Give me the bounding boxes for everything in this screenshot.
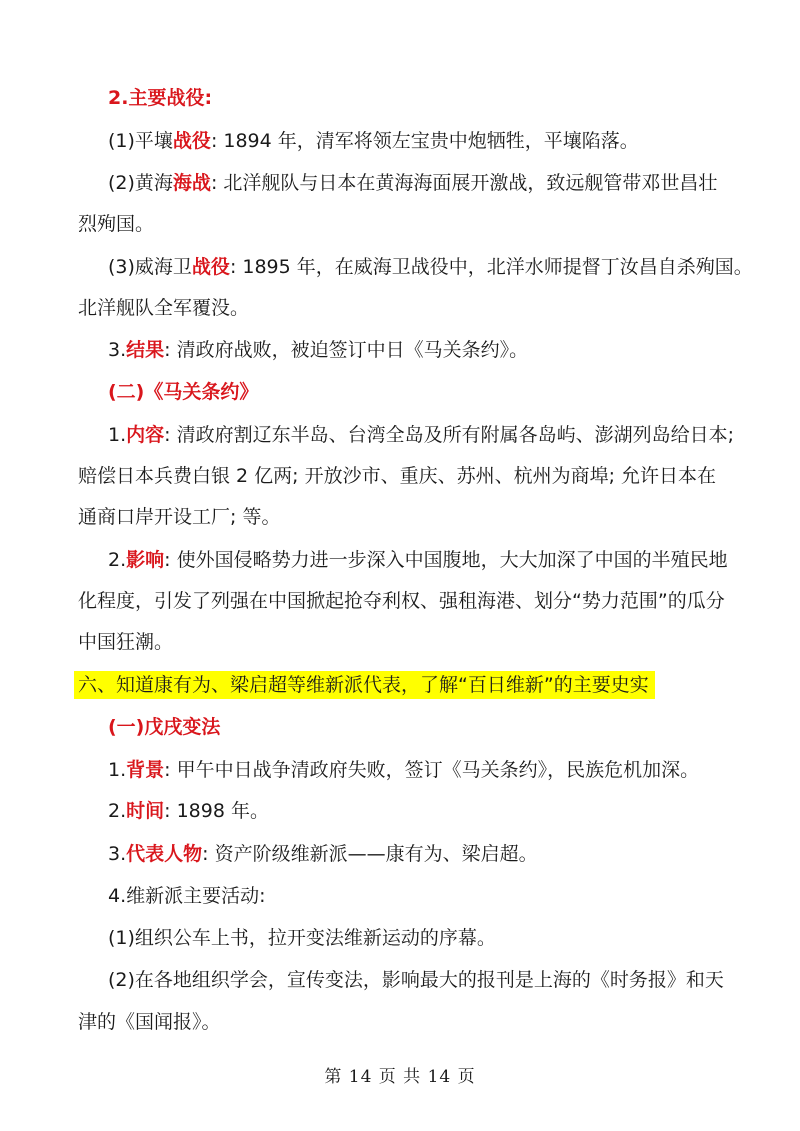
section6-heading: 六、知道康有为、梁启超等维新派代表，了解“百日维新”的主要史实	[74, 671, 655, 699]
page-footer: 第 14 页 共 14 页	[324, 1067, 476, 1087]
paragraph-representatives	[108, 840, 738, 868]
time-text: : 1898 年。	[164, 800, 269, 822]
battle1-keyword: 战役	[172, 130, 211, 152]
paragraph-time	[108, 797, 738, 825]
time-keyword: 时间	[126, 800, 165, 822]
paragraph-battle-yellow-sea	[108, 169, 738, 197]
battle1-prefix: (1)平壤	[108, 130, 173, 152]
impact-keyword: 影响	[126, 549, 165, 571]
representatives-text: : 资产阶级维新派——康有为、梁启超。	[202, 843, 538, 865]
battle1-text: : 1894 年，清军将领左宝贵中炮牺牲，平壤陷落。	[210, 130, 639, 152]
representatives-keyword: 代表人物	[126, 843, 203, 865]
paragraph-battle-pyongyang	[108, 127, 738, 155]
paragraph-background	[108, 756, 738, 784]
impact-text-line2: 化程度，引发了列强在中国掀起抢夺利权、强租海港、划分“势力范围”的瓜分	[78, 590, 725, 612]
content-text-line2: 赔偿日本兵费白银 2 亿两; 开放沙市、重庆、苏州、杭州为商埠; 允许日本在	[78, 465, 717, 487]
battle3-text-line2: 北洋舰队全军覆没。	[78, 297, 250, 319]
time-prefix: 2.	[108, 800, 127, 822]
paragraph-impact	[108, 546, 738, 574]
battle3-prefix: (3)威海卫	[108, 256, 192, 278]
background-prefix: 1.	[108, 759, 127, 781]
content-text-line3: 通商口岸开设工厂; 等。	[78, 506, 281, 528]
impact-text-line1: : 使外国侵略势力进一步深入中国腹地，大大加深了中国的半殖民地	[164, 549, 728, 571]
activity1: (1)组织公车上书，拉开变法维新运动的序幕。	[108, 927, 496, 949]
content-prefix: 1.	[108, 424, 127, 446]
battle2-prefix: (2)黄海	[108, 172, 173, 194]
activity2-line1: (2)在各地组织学会，宣传变法，影响最大的报刊是上海的《时务报》和天	[108, 969, 724, 991]
impact-prefix: 2.	[108, 549, 127, 571]
section6-heading-row	[78, 671, 738, 699]
background-keyword: 背景	[126, 759, 165, 781]
result-text: : 清政府战败，被迫签订中日《马关条约》。	[164, 339, 529, 361]
result-prefix: 3.	[108, 339, 127, 361]
main-battles-heading: 2.主要战役:	[108, 87, 213, 109]
paragraph-content	[108, 421, 738, 449]
activity2-line2: 津的《国闻报》。	[78, 1011, 221, 1033]
background-text: : 甲午中日战争清政府失败，签订《马关条约》，民族危机加深。	[164, 759, 700, 781]
treaty-heading: (二)《马关条约》	[108, 381, 259, 403]
impact-text-line3: 中国狂潮。	[78, 631, 174, 653]
reform-heading: (一)戊戌变法	[108, 716, 221, 738]
paragraph-battle-weihaiwei	[108, 253, 753, 281]
activities-heading: 4.维新派主要活动:	[108, 885, 266, 907]
battle2-text-line1: : 北洋舰队与日本在黄海海面展开激战，致远舰管带邓世昌壮	[210, 172, 718, 194]
battle2-text-line2: 烈殉国。	[78, 213, 155, 235]
content-keyword: 内容	[126, 424, 165, 446]
representatives-prefix: 3.	[108, 843, 127, 865]
paragraph-result	[108, 336, 738, 364]
battle3-text-line1: : 1895 年，在威海卫战役中，北洋水师提督丁汝昌自杀殉国。	[229, 256, 753, 278]
content-text-line1: : 清政府割辽东半岛、台湾全岛及所有附属各岛屿、澎湖列岛给日本;	[164, 424, 735, 446]
battle2-keyword: 海战	[172, 172, 211, 194]
result-keyword: 结果	[126, 339, 165, 361]
battle3-keyword: 战役	[191, 256, 230, 278]
